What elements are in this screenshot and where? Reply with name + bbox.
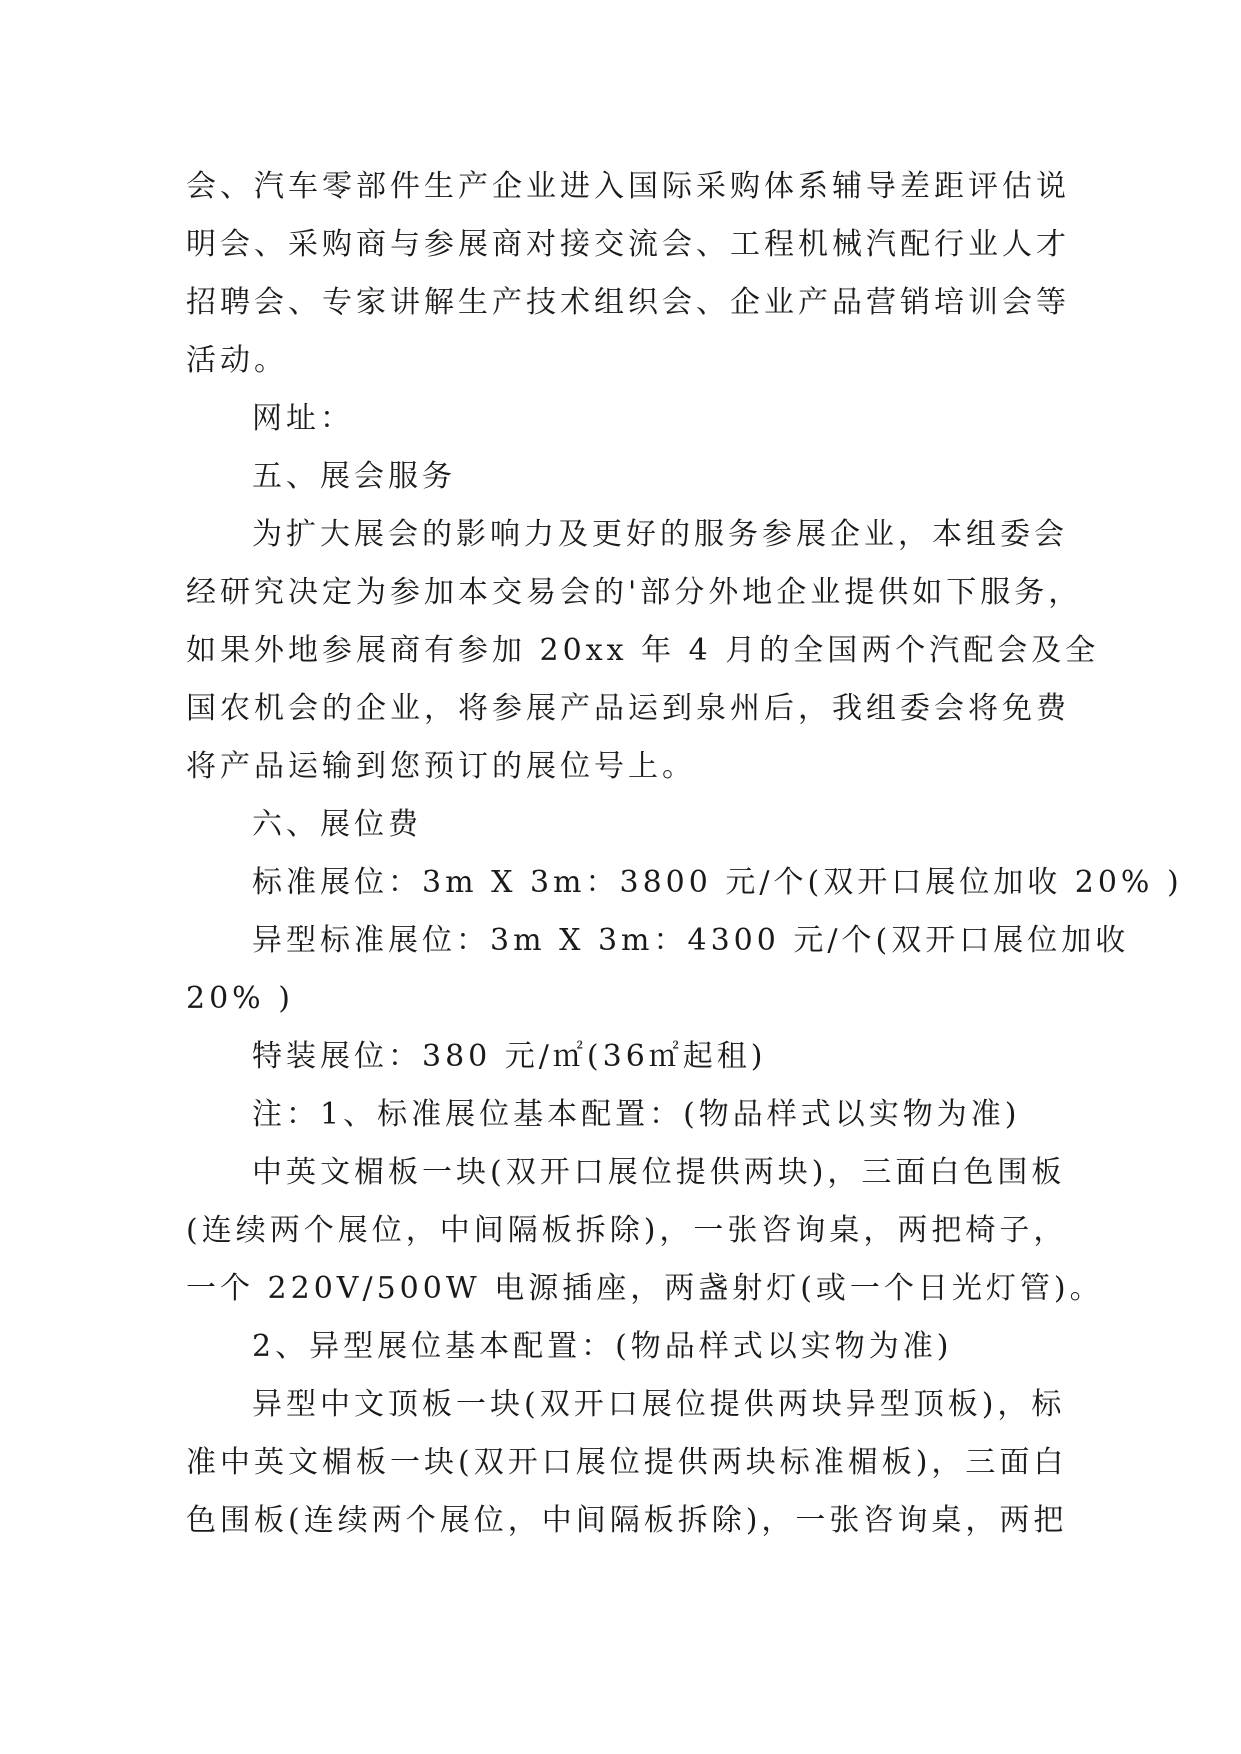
body-text	[186, 158, 1183, 1550]
paragraph-line: 会、汽车零部件生产企业进入国际采购体系辅导差距评估说	[186, 169, 1070, 204]
fee-line: 标准展位：3m X 3m：3800 元/个(双开口展位加收 20% )	[252, 865, 1183, 900]
section-heading: 五、展会服务	[252, 459, 456, 494]
paragraph-line: 异型中文顶板一块(双开口展位提供两块异型顶板)，标	[252, 1387, 1066, 1422]
paragraph-line: 为扩大展会的影响力及更好的服务参展企业，本组委会	[252, 517, 1068, 552]
fee-line: 异型标准展位：3m X 3m：4300 元/个(双开口展位加收	[252, 923, 1130, 958]
paragraph-line: 经研究决定为参加本交易会的'部分外地企业提供如下服务，	[186, 575, 1083, 610]
paragraph-line: 一个 220V/500W 电源插座，两盏射灯(或一个日光灯管)。	[186, 1271, 1104, 1306]
paragraph-line: 国农机会的企业，将参展产品运到泉州后，我组委会将免费	[186, 691, 1070, 726]
paragraph-line: 如果外地参展商有参加 20xx 年 4 月的全国两个汽配会及全	[186, 633, 1100, 668]
section-heading: 六、展位费	[252, 807, 422, 842]
paragraph-line: 招聘会、专家讲解生产技术组织会、企业产品营销培训会等	[186, 285, 1070, 320]
fee-line: 20% )	[186, 981, 294, 1016]
paragraph-line: 准中英文楣板一块(双开口展位提供两块标准楣板)，三面白	[186, 1445, 1068, 1480]
paragraph-line: 色围板(连续两个展位，中间隔板拆除)，一张咨询桌，两把	[186, 1503, 1068, 1538]
website-label: 网址：	[252, 401, 354, 436]
fee-line: 特装展位：380 元/㎡(36㎡起租)	[252, 1039, 767, 1074]
paragraph-line: 将产品运输到您预订的展位号上。	[186, 749, 696, 784]
paragraph-line: 活动。	[186, 343, 288, 378]
note-line: 注：1、标准展位基本配置：(物品样式以实物为准)	[252, 1097, 1021, 1132]
paragraph-line: (连续两个展位，中间隔板拆除)，一张咨询桌，两把椅子，	[186, 1213, 1068, 1248]
note-line: 2、异型展位基本配置：(物品样式以实物为准)	[252, 1329, 953, 1364]
paragraph-line: 明会、采购商与参展商对接交流会、工程机械汽配行业人才	[186, 227, 1070, 262]
paragraph-line: 中英文楣板一块(双开口展位提供两块)，三面白色围板	[252, 1155, 1066, 1190]
